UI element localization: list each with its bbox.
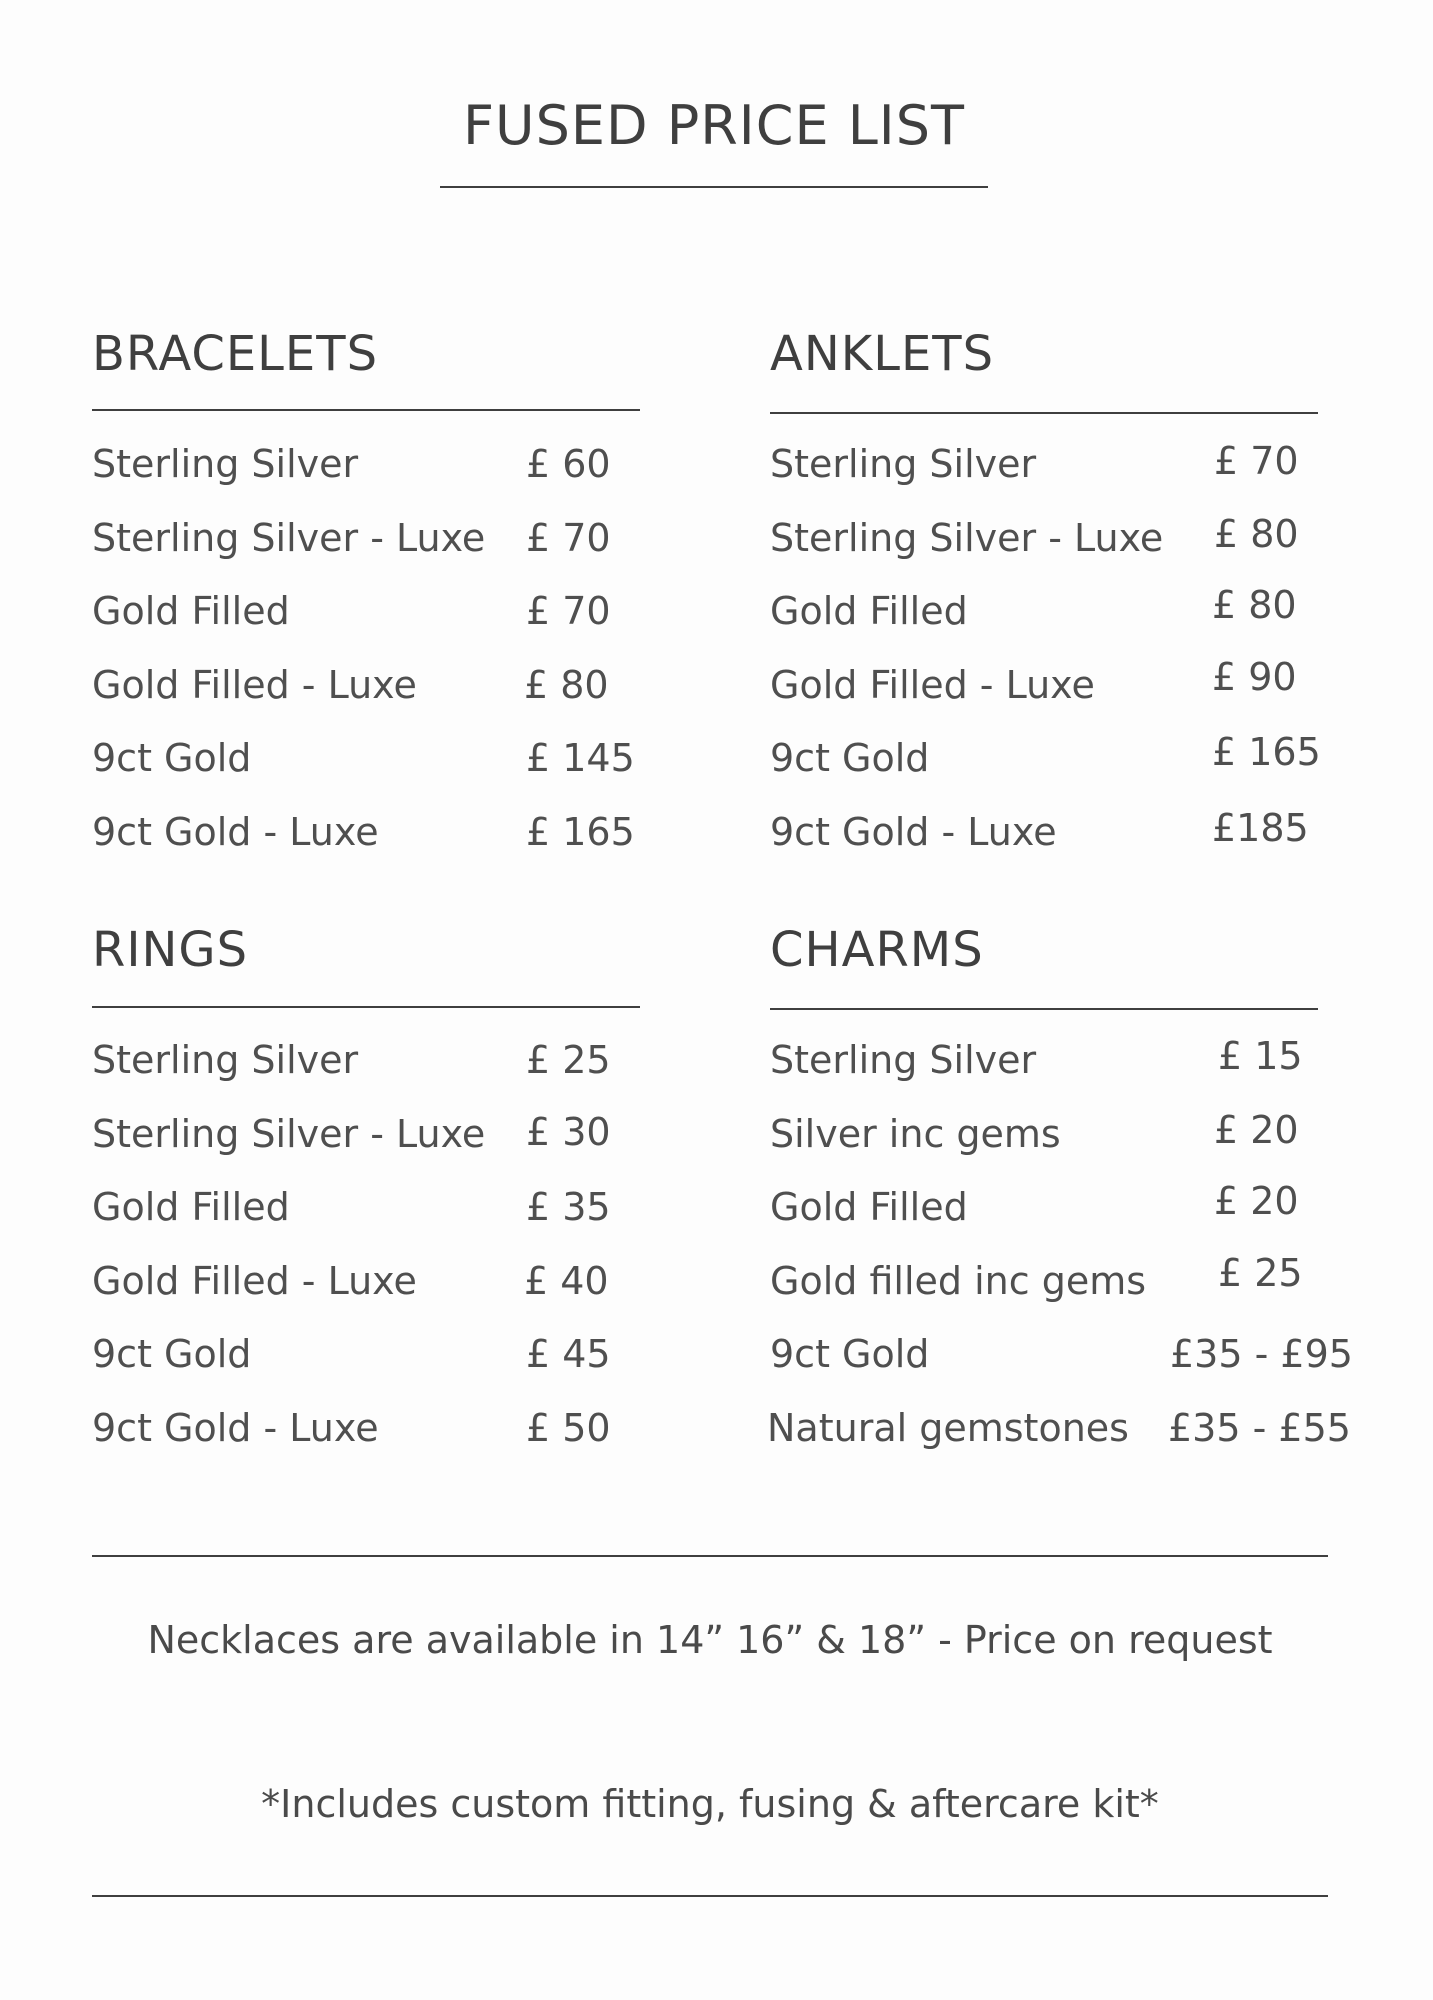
item-price: £35 - £55 — [1168, 1405, 1351, 1450]
price-row — [92, 1109, 712, 1186]
title-divider — [440, 186, 988, 188]
item-name: Gold Filled — [92, 1185, 290, 1230]
item-price: £ 80 — [1212, 583, 1297, 628]
item-name: 9ct Gold — [92, 736, 252, 781]
price-row — [770, 1107, 1390, 1186]
item-price: £ 20 — [1214, 1179, 1299, 1224]
item-price: £ 165 — [1212, 730, 1321, 775]
item-price: £ 40 — [524, 1258, 609, 1303]
item-name: Sterling Silver - Luxe — [92, 1111, 486, 1156]
price-list-rings — [92, 1038, 712, 1480]
price-row — [770, 511, 1390, 590]
item-name: Sterling Silver - Luxe — [770, 515, 1164, 560]
item-price: £ 30 — [526, 1109, 611, 1154]
price-row — [770, 805, 1390, 884]
price-row — [92, 736, 712, 810]
section-divider-anklets — [770, 412, 1318, 414]
item-price: £ 60 — [526, 442, 611, 486]
item-price: £ 90 — [1212, 654, 1297, 699]
includes-note: *Includes custom fitting, fusing & aftercare kit* — [261, 1782, 1159, 1826]
item-name: 9ct Gold - Luxe — [770, 809, 1057, 854]
price-row — [770, 1034, 1390, 1112]
price-row — [92, 1038, 712, 1112]
item-name: 9ct Gold — [770, 736, 930, 781]
section-heading-anklets: ANKLETS — [770, 326, 995, 382]
item-name: Silver inc gems — [770, 1111, 1061, 1156]
item-name: Gold Filled — [92, 589, 290, 634]
price-row — [770, 654, 1390, 737]
item-price: £ 25 — [1218, 1250, 1303, 1295]
item-name: Sterling Silver — [770, 442, 1037, 486]
section-divider-bracelets — [92, 409, 640, 411]
item-price: £ 80 — [1214, 511, 1299, 556]
item-name: Sterling Silver — [92, 442, 359, 486]
necklaces-note: Necklaces are available in 14” 16” & 18” - Price on request — [147, 1618, 1273, 1662]
footer-divider-bottom — [92, 1895, 1328, 1897]
item-price: £ 145 — [526, 736, 635, 781]
item-price: £ 70 — [526, 515, 611, 560]
item-price: £ 70 — [1214, 439, 1299, 483]
item-name: Gold filled inc gems — [770, 1258, 1147, 1303]
price-row — [92, 663, 712, 737]
price-row — [92, 1185, 712, 1259]
price-row — [92, 1406, 712, 1480]
item-name: Gold Filled — [770, 589, 968, 634]
item-name: Gold Filled - Luxe — [770, 662, 1095, 707]
item-name: 9ct Gold - Luxe — [92, 809, 379, 854]
price-row — [770, 1179, 1390, 1259]
item-name: Gold Filled - Luxe — [92, 1258, 417, 1303]
price-row — [92, 589, 712, 663]
item-price: £ 25 — [526, 1038, 611, 1082]
price-row — [770, 1250, 1390, 1333]
item-name: 9ct Gold - Luxe — [92, 1405, 379, 1450]
price-list-anklets — [770, 439, 1390, 884]
item-name: 9ct Gold — [92, 1332, 252, 1377]
price-row — [770, 583, 1390, 663]
section-divider-charms — [770, 1008, 1318, 1010]
price-row — [92, 516, 712, 590]
item-price: £ 20 — [1214, 1107, 1299, 1152]
item-price: £35 - £95 — [1170, 1332, 1353, 1377]
price-row — [770, 730, 1390, 810]
price-list-charms — [767, 1034, 1390, 1480]
section-heading-charms: CHARMS — [770, 922, 984, 978]
item-name: Sterling Silver — [770, 1038, 1037, 1082]
item-price: £185 — [1212, 805, 1309, 850]
price-row — [92, 1259, 712, 1333]
price-list-bracelets — [92, 442, 712, 884]
item-price: £ 165 — [526, 809, 635, 854]
item-name: Natural gemstones — [767, 1405, 1129, 1450]
section-divider-rings — [92, 1006, 640, 1008]
item-price: £ 45 — [526, 1332, 611, 1377]
item-name: Sterling Silver — [92, 1038, 359, 1082]
item-price: £ 50 — [526, 1405, 611, 1450]
price-row — [767, 1405, 1390, 1480]
price-row — [92, 810, 712, 884]
item-price: £ 15 — [1218, 1034, 1303, 1078]
price-row — [770, 1332, 1390, 1406]
price-row — [770, 439, 1390, 516]
item-price: £ 35 — [526, 1185, 611, 1230]
price-row — [92, 442, 712, 516]
item-name: Gold Filled — [770, 1185, 968, 1230]
item-name: 9ct Gold — [770, 1332, 930, 1377]
footer-divider-top — [92, 1555, 1328, 1557]
item-price: £ 80 — [524, 662, 609, 707]
page-title: FUSED PRICE LIST — [463, 94, 965, 157]
section-heading-bracelets: BRACELETS — [92, 326, 379, 382]
price-row — [92, 1332, 712, 1406]
section-heading-rings: RINGS — [92, 922, 249, 978]
item-name: Sterling Silver - Luxe — [92, 515, 486, 560]
item-name: Gold Filled - Luxe — [92, 662, 417, 707]
item-price: £ 70 — [526, 589, 611, 634]
